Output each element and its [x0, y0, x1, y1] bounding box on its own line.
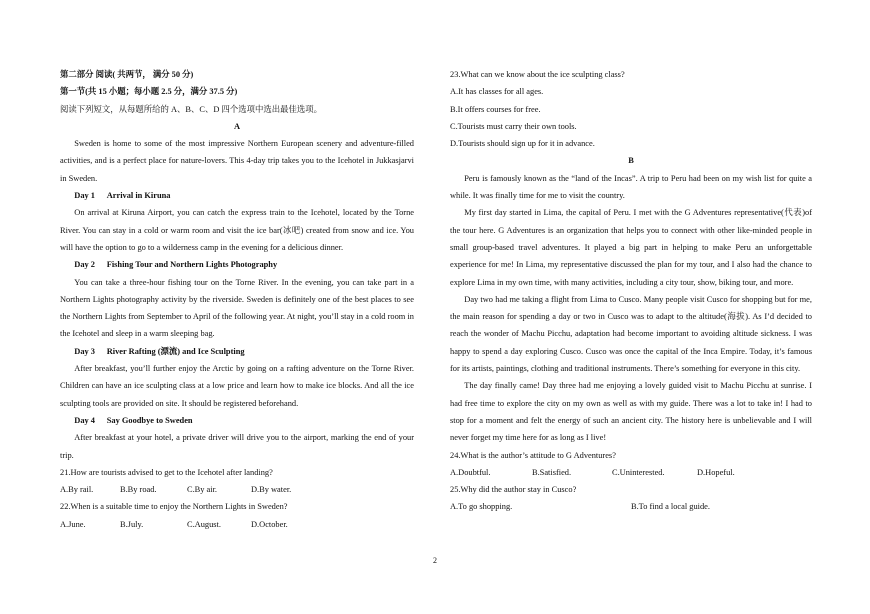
day3-label: Day 3 [74, 346, 95, 356]
q23-option-c: C.Tourists must carry their own tools. [450, 121, 577, 131]
passage-b-paragraph-3: Day two had me taking a flight from Lima to Cusco. Many people visit Cusco for shopping but for me, the main reason for spending a day or two in Cusco was to adapt to the altitude(海拔). As I’d decided to reach the wonder of Machu Picchu, adaptation had become important to avoiding altitude sickness. I was happy to spend a day exploring Cusco. Cusco was once the capital of the Inca Empire. Today, it’s famous for its artists, paintings, clothing and traditional instruments. There’s something for everyone in this city. [450, 294, 812, 374]
day1-title: Arrival in Kiruna [106, 191, 171, 201]
q23-option-b: B.It offers courses for free. [450, 104, 541, 114]
passage-b-label: B [628, 156, 634, 166]
question-21: 21.How are tourists advised to get to the Icehotel after landing? [60, 467, 273, 477]
passage-b-paragraph-1: Peru is famously known as the “land of the Incas”. A trip to Peru had been on my wish list for quite a while. It was finally time for me to visit the country. [450, 173, 812, 201]
question-22-options [60, 516, 414, 533]
q25-option-a: A.To go shopping. [450, 502, 513, 512]
q21-option-d: D.By water. [251, 485, 292, 495]
day3-title: River Rafting (漂流) and Ice Sculpting [106, 346, 245, 356]
subsection-title: 第一节(共 15 小题；每小题 2.5 分，满分 37.5 分) [60, 87, 238, 97]
passage-a-label: A [233, 121, 241, 131]
q24-option-d: D.Hopeful. [697, 467, 735, 477]
question-22: 22.When is a suitable time to enjoy the Northern Lights in Sweden? [60, 502, 288, 512]
q22-option-d: D.October. [251, 519, 288, 529]
page-number: 2 [433, 556, 437, 565]
question-25: 25.Why did the author stay in Cusco? [450, 485, 577, 495]
q23-option-d: D.Tourists should sign up for it in advance. [450, 139, 595, 149]
left-column [60, 66, 414, 533]
day4-heading [60, 412, 414, 429]
day2-title: Fishing Tour and Northern Lights Photography [106, 260, 278, 270]
day3-heading [60, 343, 414, 360]
q24-option-a: A.Doubtful. [450, 467, 491, 477]
q22-option-a: A.June. [60, 519, 86, 529]
question-23: 23.What can we know about the ice sculpting class? [450, 70, 625, 79]
passage-b-paragraph-4: The day finally came! Day three had me enjoying a lovely guided visit to Machu Picchu at sunrise. I had free time to explore the city on my own as well as with my guide. There was a lot to take in! I had to stop for a moment and felt the energy of such an ancient city. The history here is unbelievable and I will never forget my time here for as long as I live! [450, 381, 812, 443]
q22-option-b: B.July. [120, 519, 144, 529]
q21-option-b: B.By road. [120, 485, 157, 495]
q21-option-c: C.By air. [187, 485, 218, 495]
q24-option-b: B.Satisfied. [532, 467, 572, 477]
day2-label: Day 2 [74, 260, 95, 270]
instruction: 阅读下列短文，从每题所给的 A、B、C、D 四个选项中选出最佳选项。 [60, 104, 322, 114]
passage-a-intro: Sweden is home to some of the most impressive Northern European scenery and adventure-filled activities, and is a perfect place for nature-lovers. This 4-day trip takes you to the Icehotel in Jukkasjarvi in Sweden. [60, 139, 414, 183]
day1-label: Day 1 [74, 191, 95, 201]
question-21-options [60, 481, 414, 498]
day1-heading [60, 187, 414, 204]
day4-label: Day 4 [74, 415, 95, 425]
question-25-options [450, 498, 812, 515]
day4-title: Say Goodbye to Sweden [106, 415, 193, 425]
q22-option-c: C.August. [187, 519, 221, 529]
q25-option-b: B.To find a local guide. [631, 502, 710, 512]
question-24-options [450, 464, 812, 481]
day3-text: After breakfast, you’ll further enjoy the Arctic by going on a rafting adventure on the Torne River. Children can have an ice sculpting class at a low price and learn how to make ice blocks. And all the ice sculpting tools are provided on site. It should be registered beforehand. [60, 364, 414, 408]
section-title: 第二部分 阅读( 共两节， 满分 50 分) [60, 70, 194, 79]
day4-text: After breakfast at your hotel, a private driver will drive you to the airport, marking the end of your trip. [60, 433, 414, 460]
q21-option-a: A.By rail. [60, 485, 94, 495]
passage-b-paragraph-2: My first day started in Lima, the capital of Peru. I met with the G Adventures representative(代表)of the tour here. G Adventures is an organization that helps you to connect with other like-minded people in small group-based travel adventures. It played a big part in helping to make Peru an unforgettable experience for me! In Lima, my representative discussed the plan for my tour, and I also had the chance to explore Lima in my own time, with many activities, including a city tour, show, biking tour, and more. [450, 208, 812, 287]
q24-option-c: C.Uninterested. [612, 467, 665, 477]
q23-option-a: A.It has classes for all ages. [450, 87, 544, 97]
day2-text: You can take a three-hour fishing tour on the Torne River. In the evening, you can take part in a Northern Lights photography activity by the riverside. Sweden is definitely one of the best places to see the Northern Lights from September to April of the following year. At night, you’ll stay in a cold room in the Icehotel and sleep in a warm sleeping bag. [60, 277, 414, 339]
right-column [450, 66, 812, 516]
question-24: 24.What is the author’s attitude to G Adventures? [450, 450, 616, 460]
day1-text: On arrival at Kiruna Airport, you can catch the express train to the Icehotel, located by the Torne River. You can stay in a cold or warm room and visit the ice bar(冰吧) created from snow and ice. You will have the option to go to a wilderness camp in the evening for a delicious dinner. [60, 208, 414, 252]
day2-heading [60, 256, 414, 273]
